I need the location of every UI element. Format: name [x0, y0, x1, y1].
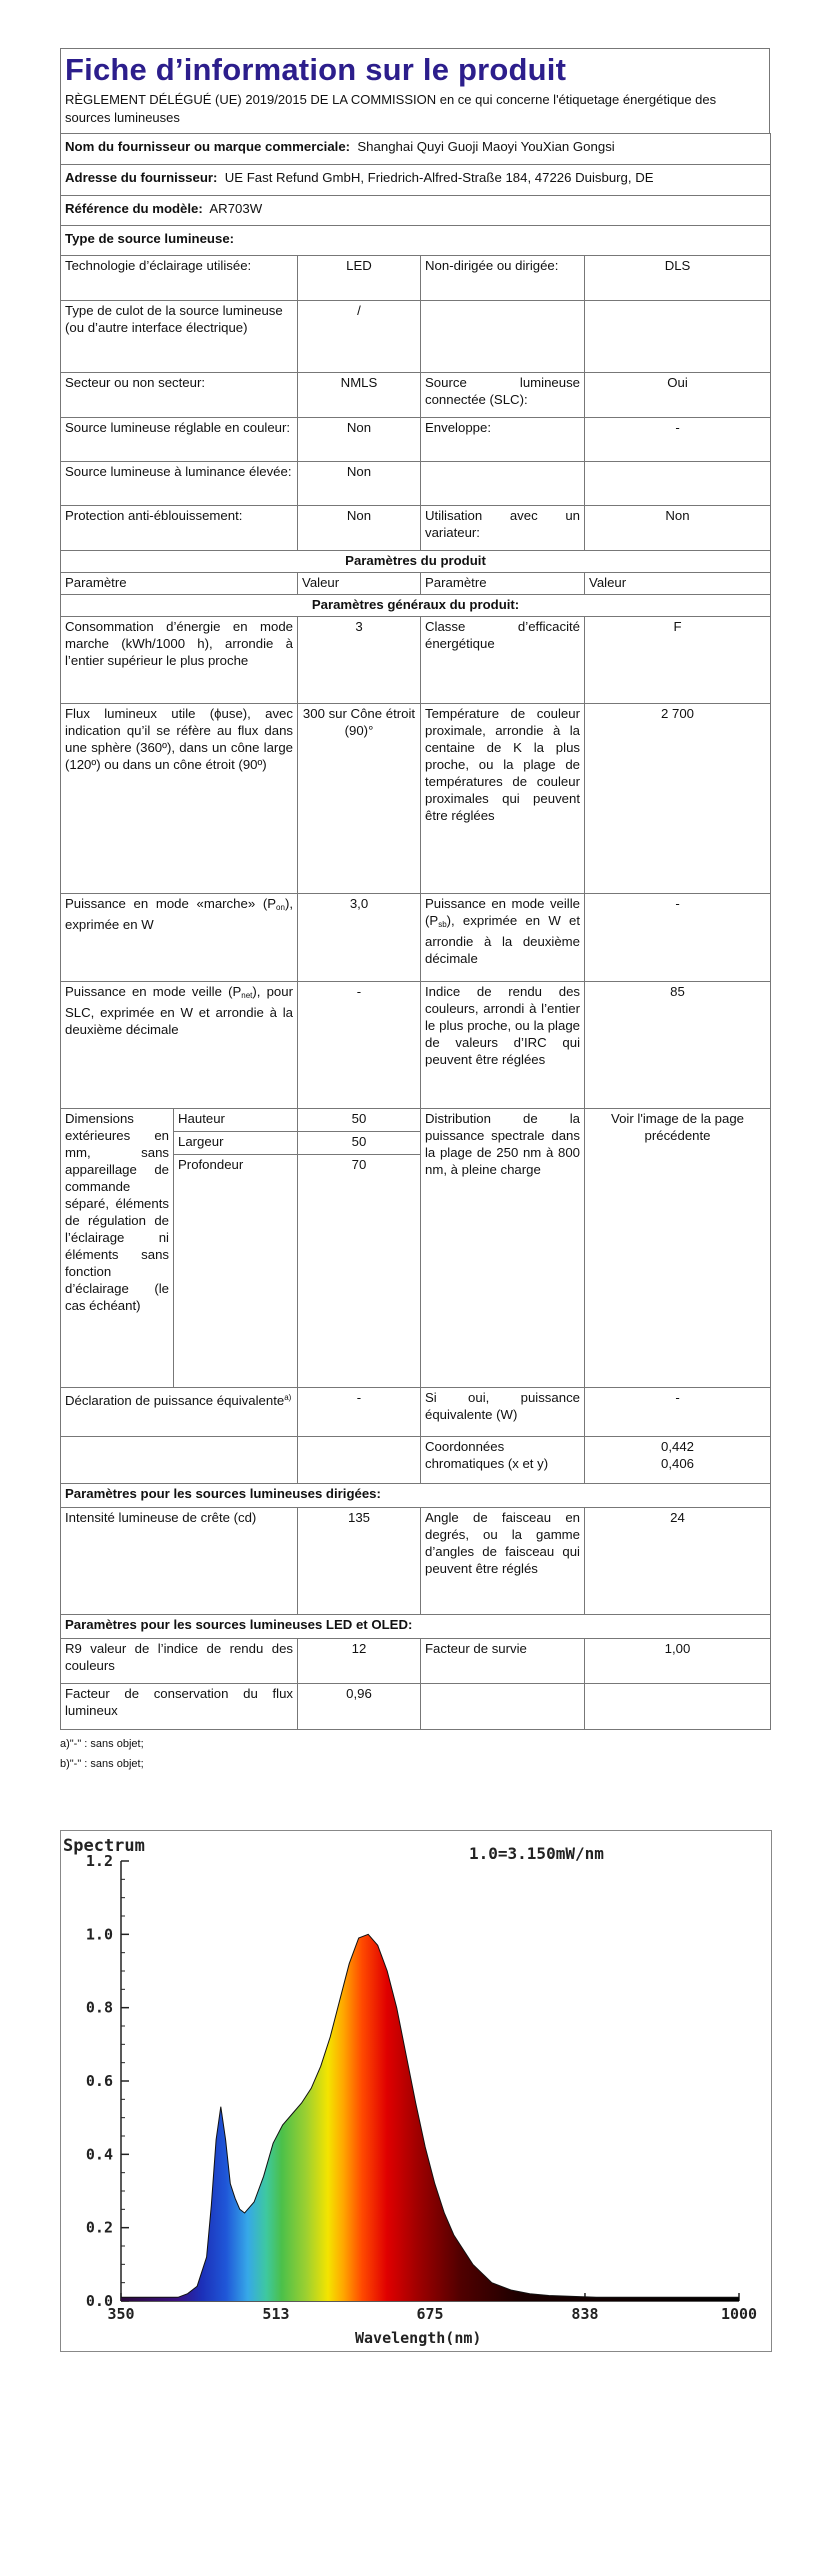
y-tick-label: 1.2	[85, 1852, 113, 1870]
params-header: Paramètres du produit	[61, 551, 771, 573]
type-label: Secteur ou non secteur:	[61, 373, 298, 418]
survival-factor-value: 1,00	[585, 1639, 771, 1684]
chart-title: Spectrum	[63, 1836, 145, 1856]
survival-factor-label: Facteur de survie	[421, 1639, 585, 1684]
type-value: Non	[298, 462, 421, 506]
dimension-values	[298, 1109, 421, 1388]
supplier-name-label: Nom du fournisseur ou marque commerciale:	[65, 139, 351, 154]
on-power-label-text-end: ), exprimée en W	[65, 896, 293, 932]
beam-angle-value: 24	[585, 1508, 771, 1615]
x-axis-label: Wavelength(nm)	[355, 2329, 482, 2347]
base-label: Type de culot de la source lumineuse	[65, 303, 283, 318]
spectrum-chart	[60, 1830, 772, 2352]
empty-cell	[585, 1684, 771, 1730]
type-value: -	[585, 418, 771, 462]
type-value: Oui	[585, 373, 771, 418]
equivalent-power-label	[61, 1388, 298, 1437]
empty-cell	[61, 1437, 298, 1484]
base-label-note: (ou d’autre interface électrique)	[65, 320, 248, 335]
equivalent-watts-label: Si oui, puissance équivalente (W)	[421, 1388, 585, 1437]
on-power-value: 3,0	[298, 894, 421, 982]
column-header-value: Valeur	[585, 573, 771, 595]
led-header: Paramètres pour les sources lumineuses LED et OLED:	[61, 1615, 771, 1639]
cri-label: Indice de rendu des couleurs, arrondi à l’entier le plus proche, ou la plage de valeurs d’IRC qui peuvent être réglées	[421, 982, 585, 1109]
flux-value: 300 sur Cône étroit (90)°	[298, 704, 421, 894]
type-label: Source lumineuse à luminance élevée:	[61, 462, 298, 506]
lumen-maintenance-label: Facteur de conservation du flux lumineux	[61, 1684, 298, 1730]
type-value: Non	[298, 418, 421, 462]
empty-cell	[298, 1437, 421, 1484]
supplier-address-value: UE Fast Refund GmbH, Friedrich-Alfred-Straße 184, 47226 Duisburg, DE	[224, 170, 654, 185]
cct-label: Température de couleur proximale, arrondie à la centaine de K la plus proche, ou la plage de températures de couleur proximales qui peuvent être réglées	[421, 704, 585, 894]
standby-power-label-text-end: ), exprimée en W et arrondie à la deuxième décimale	[425, 913, 580, 966]
cri-value: 85	[585, 982, 771, 1109]
empty-cell	[421, 1684, 585, 1730]
regulation-text: RÈGLEMENT DÉLÉGUÉ (UE) 2019/2015 DE LA COMMISSION en ce qui concerne l'étiquetage énergétique des sources lumineuses	[65, 92, 717, 125]
peak-intensity-label: Intensité lumineuse de crête (cd)	[61, 1508, 298, 1615]
r9-value: 12	[298, 1639, 421, 1684]
type-label: Source lumineuse réglable en couleur:	[61, 418, 298, 462]
plot-area	[121, 1934, 739, 2301]
on-power-subscript: on	[276, 903, 285, 912]
type-label	[61, 301, 298, 373]
networked-standby-subscript: net	[241, 991, 253, 1000]
supplier-address-label: Adresse du fournisseur:	[65, 170, 218, 185]
r9-label: R9 valeur de l’indice de rendu des couleurs	[61, 1639, 298, 1684]
chromaticity-label: Coordonnées chromatiques (x et y)	[421, 1437, 585, 1484]
type-header: Type de source lumineuse:	[61, 226, 771, 256]
y-axis	[86, 1852, 129, 2310]
on-power-label	[61, 894, 298, 982]
lumen-maintenance-value: 0,96	[298, 1684, 421, 1730]
cct-value: 2 700	[585, 704, 771, 894]
type-value: NMLS	[298, 373, 421, 418]
equivalent-watts-value: -	[585, 1388, 771, 1437]
peak-intensity-value: 135	[298, 1508, 421, 1615]
efficiency-class-value: F	[585, 617, 771, 704]
type-label: Technologie d’éclairage utilisée:	[61, 256, 298, 301]
model-label: Référence du modèle:	[65, 201, 203, 216]
empty-cell	[421, 301, 585, 373]
spectrum-svg	[61, 1831, 771, 2351]
empty-cell	[585, 462, 771, 506]
chromaticity-values	[585, 1437, 771, 1484]
x-tick-label: 838	[571, 2305, 599, 2323]
spd-label: Distribution de la puissance spectrale dans la plage de 250 nm à 800 nm, à pleine charge	[421, 1109, 585, 1388]
y-tick-label: 0.0	[85, 2292, 113, 2310]
general-header: Paramètres généraux du produit:	[61, 595, 771, 617]
width-label: Largeur	[174, 1132, 297, 1155]
width-value: 50	[298, 1132, 420, 1155]
type-label: Non-dirigée ou dirigée:	[421, 256, 585, 301]
equivalent-power-label-text: Déclaration de puissance équivalente	[65, 1393, 285, 1408]
x-tick-label: 1000	[720, 2305, 758, 2323]
dimensions-cell	[61, 1109, 298, 1388]
x-tick-label: 675	[416, 2305, 444, 2323]
model-row	[61, 196, 771, 226]
footnote: a)"-" : sans objet;	[60, 1738, 144, 1750]
column-header-value: Valeur	[298, 573, 421, 595]
beam-angle-label: Angle de faisceau en degrés, ou la gamme d’angles de faisceau qui peuvent être réglés	[421, 1508, 585, 1615]
page-title: Fiche d’information sur le produit	[65, 52, 567, 87]
footnote: b)"-" : sans objet;	[60, 1758, 144, 1770]
empty-cell	[585, 301, 771, 373]
depth-value: 70	[351, 1157, 367, 1172]
standby-power-value: -	[585, 894, 771, 982]
networked-standby-label-text: Puissance en mode veille (P	[65, 984, 242, 999]
spectrum-area	[121, 1934, 739, 2301]
footnote-marker: a)	[284, 1393, 292, 1402]
x-tick-label: 350	[107, 2305, 135, 2323]
y-tick-label: 0.6	[85, 2072, 113, 2090]
dimensions-label: Dimensions extérieures en mm, sans appareillage de commande séparé, éléments de régulation de l’éclairage ni éléments sans fonction d’éclairage (le cas échéant)	[61, 1109, 174, 1387]
column-header-param: Paramètre	[61, 573, 298, 595]
flux-label: Flux lumineux utile (ϕuse), avec indication qu’il se réfère au flux dans une sphère (360º), dans un cône large (120º) ou dans un cône étroit (90º)	[61, 704, 298, 894]
sheet-header	[60, 48, 770, 133]
chromaticity-y: 0,406	[661, 1456, 695, 1471]
type-value: DLS	[585, 256, 771, 301]
on-power-label-text: Puissance en mode «marche» (P	[65, 896, 277, 911]
consumption-value: 3	[298, 617, 421, 704]
column-header-param: Paramètre	[421, 573, 585, 595]
standby-power-label	[421, 894, 585, 982]
efficiency-class-label: Classe d’efficacité énergétique	[421, 617, 585, 704]
model-value: AR703W	[209, 201, 263, 216]
height-value: 50	[298, 1109, 420, 1132]
supplier-name-row	[61, 134, 771, 165]
supplier-name-value: Shanghai Quyi Guoji Maoyi YouXian Gongsi	[357, 139, 615, 154]
consumption-label: Consommation d’énergie en mode marche (kWh/1000 h), arrondie à l’entier supérieur le plus proche	[61, 617, 298, 704]
height-label: Hauteur	[174, 1109, 297, 1132]
dimension-names	[174, 1109, 297, 1387]
supplier-address-row	[61, 165, 771, 196]
y-tick-label: 0.8	[85, 1998, 113, 2017]
standby-power-subscript: sb	[438, 920, 447, 929]
chromaticity-x: 0,442	[661, 1439, 695, 1454]
info-table	[60, 133, 771, 1730]
spd-value: Voir l'image de la page précédente	[585, 1109, 771, 1388]
depth-label: Profondeur	[178, 1157, 244, 1172]
type-value: /	[298, 301, 421, 373]
type-label: Protection anti-éblouissement:	[61, 506, 298, 551]
type-value: LED	[298, 256, 421, 301]
y-tick-label: 0.2	[85, 2218, 113, 2237]
product-sheet	[60, 48, 770, 1774]
y-tick-label: 1.0	[85, 1925, 113, 1944]
networked-standby-value: -	[298, 982, 421, 1109]
type-label: Enveloppe:	[421, 418, 585, 462]
networked-standby-label	[61, 982, 298, 1109]
type-value: Non	[298, 506, 421, 551]
standby-power-label-text: Puissance en mode veille (P	[425, 896, 580, 928]
footnotes	[60, 1734, 770, 1774]
chart-scale-note: 1.0=3.150mW/nm	[469, 1844, 604, 1863]
type-label: Source lumineuse connectée (SLC):	[421, 373, 585, 418]
networked-standby-label-text-end: ), pour SLC, exprimée en W et arrondie à la deuxième décimale	[65, 984, 293, 1037]
directed-header: Paramètres pour les sources lumineuses dirigées:	[61, 1484, 771, 1508]
type-label: Utilisation avec un variateur:	[421, 506, 585, 551]
empty-cell	[421, 462, 585, 506]
y-tick-label: 0.4	[85, 2145, 113, 2164]
x-tick-label: 513	[262, 2305, 290, 2323]
equivalent-power-value: -	[298, 1388, 421, 1437]
type-value: Non	[585, 506, 771, 551]
